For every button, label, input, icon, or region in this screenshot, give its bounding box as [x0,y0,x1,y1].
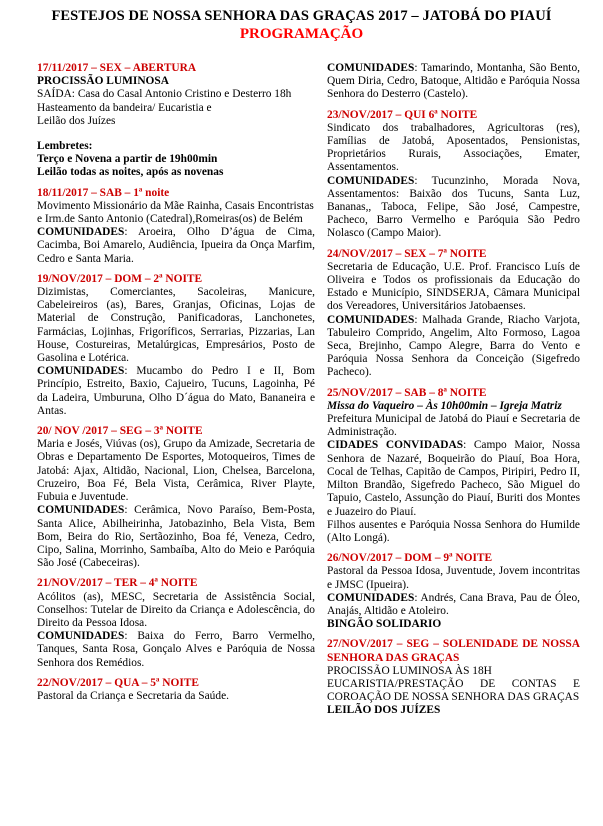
section-line: PROCISSÃO LUMINOSA [37,75,169,88]
section-heading: 21/NOV/2017 – TER – 4ª NOITE [37,577,198,590]
right-column [327,62,580,725]
section-heading: 23/NOV/2017 – QUI 6ª NOITE [327,108,478,121]
communities-label: COMUNIDADES [37,504,125,517]
section-text: Pastoral da Criança e Secretaria da Saúde. [37,689,229,702]
section-heading: 20/ NOV /2017 – SEG – 3ª NOITE [37,425,203,438]
missa-vaqueiro: Missa do Vaqueiro – Às 10h00min – Igreja Matriz [327,399,562,412]
communities-list: : Andrés, Cana Brava, Pau de Óleo, Anajás, Altidão e Atoleiro. [327,591,580,617]
section-heading: 19/NOV/2017 – DOM – 2ª NOITE [37,272,203,285]
section-communities [327,175,580,241]
bingo-line: BINGÃO SOLIDARIO [327,618,442,631]
section-heading: 17/11/2017 – SEX – ABERTURA [37,62,197,74]
document-header [0,8,603,43]
communities-label: COMUNIDADES [327,174,415,187]
document-title: FESTEJOS DE NOSSA SENHORA DAS GRAÇAS 2017 – JATOBÁ DO PIAUÍ [51,8,552,24]
communities-list: : Cerâmica, Novo Paraíso, Bem-Posta, Santa Alice, Abilheirinha, Jatobazinho, Bela Vista, Bem Bom, Beira do Rio, Sertãozinho, Boa fé, Veneza, Cedro, Cipo, Salina, Morrinho, Sambaíba, Alto do Meio e Paróquia São José (Cabeceiras). [37,504,315,570]
section-communities [327,62,580,102]
section-solenidade [327,638,580,717]
section-text: Maria e Josés, Viúvas (os), Grupo da Amizade, Secretaria de Obras e Departamento De Esportes, Motoqueiros, Times de Jatobá: Ajax, Altidão, Nacional, Lion, Chelsea, Barcelona, Cruzeiro, Boa Fé, Bela Vista, Cerâmica, River Playte, Fubuia e Juventude. [37,438,315,504]
section-3-noite [37,425,315,570]
section-line: LEILÃO DOS JUÍZES [327,704,441,717]
communities-label: COMUNIDADES [327,62,415,74]
section-communities [327,592,580,618]
section-4-noite [37,577,315,669]
communities-label: COMUNIDADES [37,630,125,643]
section-communities [37,630,315,670]
section-extra: Filhos ausentes e Paróquia Nossa Senhora do Humilde (Alto Longá). [327,518,580,544]
communities-list: : Aroeira, Olho D’água de Cima, Cacimba, Boi Amarelo, Audiência, Ipueira da Onça Marfim, Cedro e Santa Maria. [37,226,315,265]
section-text: Pastoral da Pessoa Idosa, Juventude, Jovem incontritas e JMSC (Ipueira). [327,565,580,591]
section-text: Sindicato dos trabalhadores, Agricultoras (res), Famílias de Jatobá, Aposentados, Pensionistas, Proprietários Rurais, Associações, Emater, Assentamentos. [327,121,580,174]
section-lembretes [37,140,315,180]
section-text: Acólitos (as), MESC, Secretaria de Assistência Social, Conselhos: Tutelar de Direito da Criança e Adolescência, do Direito da Pessoa Idosa. [37,590,315,629]
section-1-noite [37,187,315,266]
section-7-noite [327,248,580,380]
section-9-noite [327,552,580,631]
communities-list: : Mucambo do Pedro I e II, Bom Princípio, Estreito, Baxio, Cajueiro, Tucuns, Lagoinha, Pé da Ladeira, Umburuna, Olho D´água do Mato, Bananeira e Antas. [37,365,315,417]
section-line: SAÍDA: Casa do Casal Antonio Cristino e Desterro 18h Hasteamento da bandeira/ Eucaristia e [37,88,292,114]
communities-list: : Campo Maior, Nossa Senhora de Nazaré, Boqueirão do Piauí, Boa Hora, Cocal de Telhas, Capitão de Campos, Piripiri, Pedro II, Milton Brandão, Sigefredo Pacheco, São Miguel do Tapuio, Castelo, Assunção do Piauí, Buriti dos Montes e Juazeiro do Piauí. [327,439,580,518]
section-heading: 25/NOV/2017 – SAB – 8ª NOITE [327,386,487,399]
section-communities [37,226,315,266]
communities-label: CIDADES CONVIDADAS [327,439,464,452]
section-heading: 26/NOV/2017 – DOM – 9ª NOITE [327,552,493,565]
section-text: Prefeitura Municipal de Jatobá do Piauí e Secretaria de Administração. [327,413,580,439]
left-column [37,62,315,710]
section-6-noite [327,109,580,241]
section-heading: Lembretes: [37,140,93,153]
section-5-noite [37,677,315,703]
section-text: Secretaria de Educação, U.E. Prof. Francisco Luís de Oliveira e Todos os profissionais da Educação do Estado e Município, SINDSERJA, Câmara Municipal dos Vereadores, Universitários Jatobaenses. [327,260,580,313]
section-line: Terço e Novena a partir de 19h00min [37,153,218,166]
communities-label: COMUNIDADES [37,226,125,239]
section-communities [37,365,315,418]
section-communities [327,314,580,380]
communities-label: COMUNIDADES [37,365,125,378]
section-communities [37,504,315,570]
section-line: PROCISSÃO LUMINOSA ÀS 18H [327,664,492,677]
communities-label: COMUNIDADES [327,591,415,604]
section-8-noite [327,387,580,545]
section-5-noite-continued [327,62,580,102]
section-heading: 24/NOV/2017 – SEX – 7ª NOITE [327,247,487,260]
communities-label: COMUNIDADES [327,313,415,326]
section-heading: 18/11/2017 – SAB – 1ª noite [37,186,170,199]
section-heading: 22/NOV/2017 – QUA – 5ª NOITE [37,676,199,689]
communities-list: : Malhada Grande, Riacho Varjota, Tabuleiro Comprido, Angelim, Alto Formoso, Lagoa Seca, Brejinho, Campo Alegre, Barra do Vento e Paróquia Nossa Senhora da Conceição (Sigefredo Pacheco). [327,313,580,379]
section-text: Movimento Missionário da Mãe Rainha, Casais Encontristas e Irm.de Santo Antonio (Catedral),Romeiras(os) de Belém [37,199,314,226]
section-heading: 27/NOV/2017 – SEG – SOLENIDADE DE NOSSA SENHORA DAS GRAÇAS [327,638,580,664]
section-2-noite [37,273,315,418]
section-abertura [37,62,315,128]
document-subtitle: PROGRAMAÇÃO [239,26,364,42]
section-line: EUCARISTIA/PRESTAÇÃO DE CONTAS E COROAÇÃO DE NOSSA SENHORA DAS GRAÇAS [327,677,580,704]
section-line: Leilão todas as noites, após as novenas [37,166,224,179]
section-line: Leilão dos Juízes [37,114,116,127]
section-text: Dizimistas, Comerciantes, Sacoleiras, Manicure, Cabeleireiros (as), Bares, Granjas, Oficinas, Lojas de Material de Construção, Panificadoras, Lanchonetes, Farmácias, Lojinhas, Frigoríficos, Serrarias, Pizzarias, Lan House, Costureiras, Metalúrgicas, Empresários, Posto de Gasolina e Lotérica. [37,286,315,365]
communities-list: : Tamarindo, Montanha, São Bento, Quem Diria, Cedro, Batoque, Altidão e Paróquia Nossa Senhora do Desterro (Castelo). [327,62,580,101]
communities-list: : Baixa do Ferro, Barro Vermelho, Tanques, Santa Rosa, Gonçalo Alves e Paróquia de Nossa Senhora dos Remédios. [37,630,315,669]
section-communities [327,439,580,518]
communities-list: : Tucunzinho, Morada Nova, Assentamentos: Baixão dos Tucuns, Santa Luz, Bananas,, Taboca, Felipe, São José, Campestre, Pacheco, Barro Vermelho e Paróquia São Pedro Nolasco (Campo Maior). [327,174,580,240]
